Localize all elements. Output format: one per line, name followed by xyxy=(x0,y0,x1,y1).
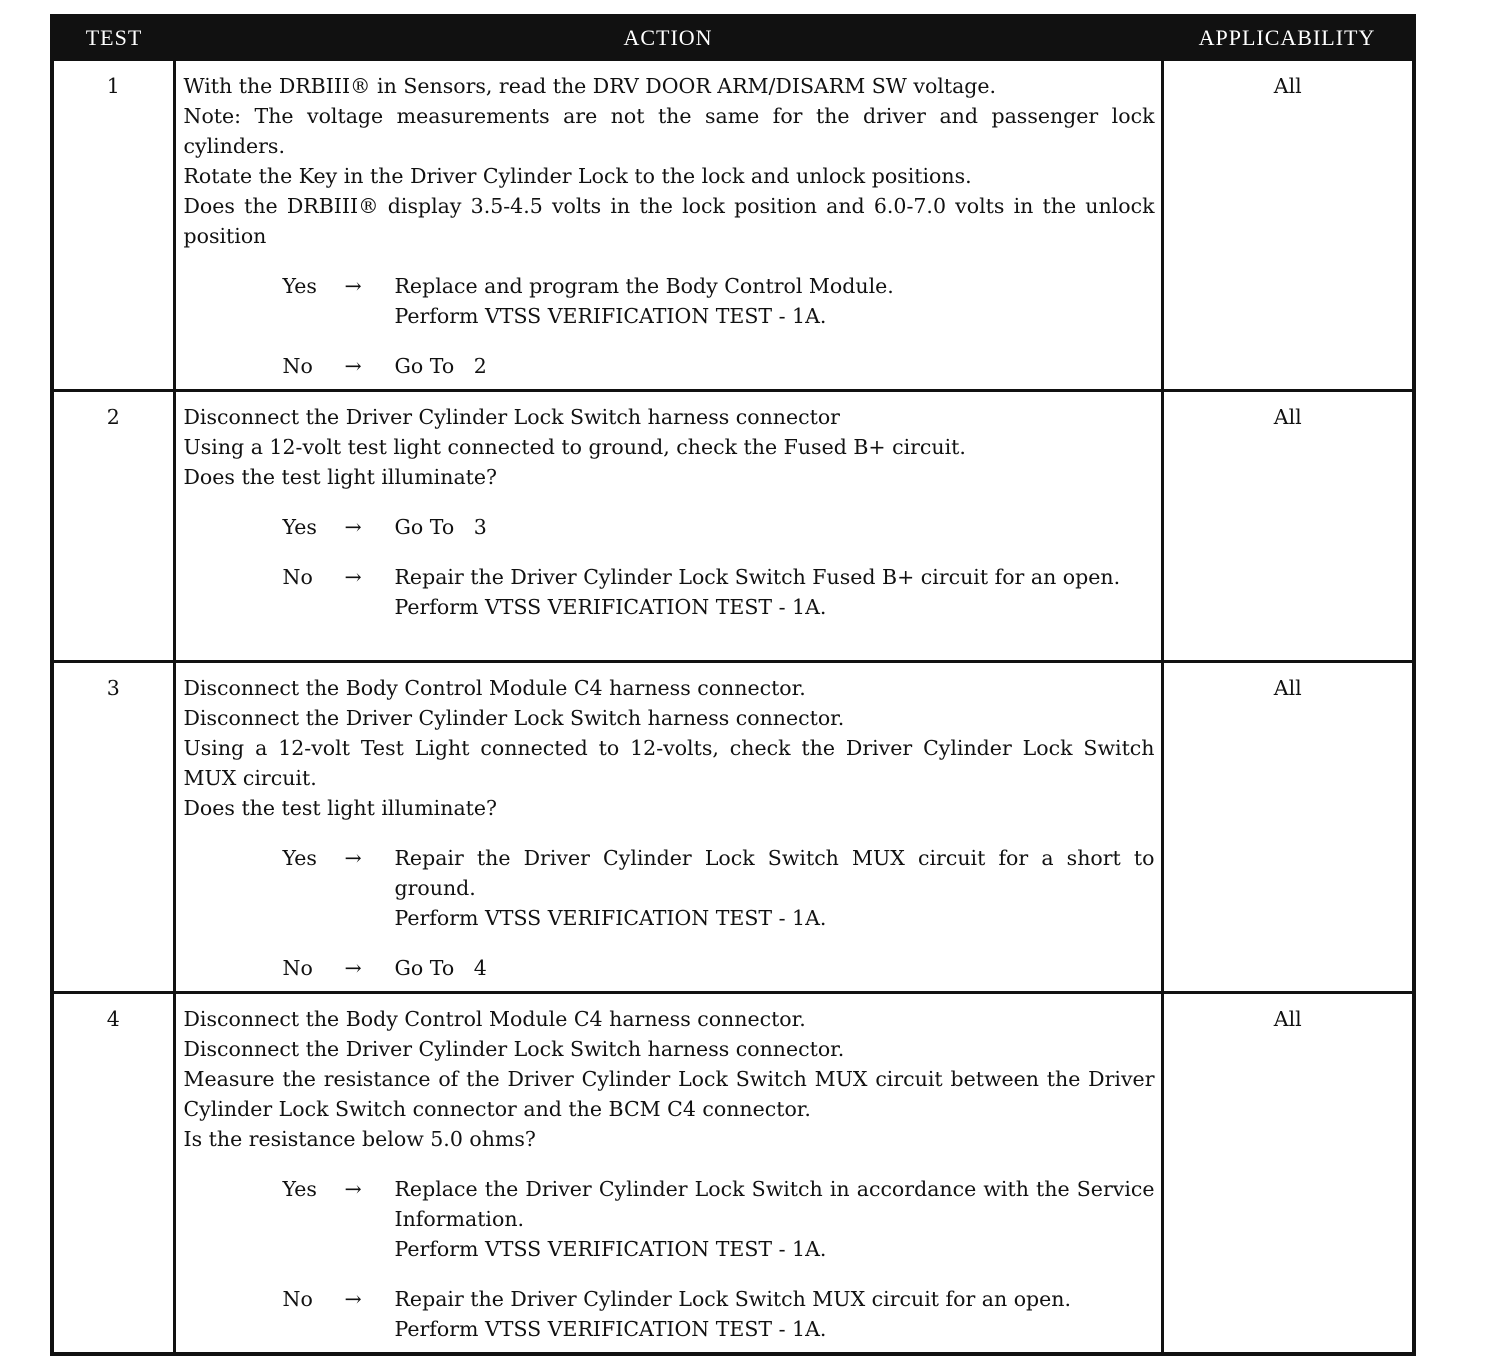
applicability-value: All xyxy=(1162,662,1412,993)
outcome-line: Repair the Driver Cylinder Lock Switch Fused B+ circuit for an open. xyxy=(394,565,1121,589)
header-row xyxy=(54,18,1412,60)
action-line: Does the test light illuminate? xyxy=(183,796,498,820)
header-test: TEST xyxy=(54,18,174,60)
outcome-line: Go To 3 xyxy=(394,515,487,539)
action-line: Does the DRBIII® display 3.5-4.5 volts in the lock position and 6.0-7.0 volts in the unlock position xyxy=(183,194,1155,248)
outcomes xyxy=(184,1174,1155,1344)
action-line: Using a 12-volt Test Light connected to 12-volts, check the Driver Cylinder Lock Switch MUX circuit. xyxy=(183,736,1155,790)
action-cell xyxy=(174,993,1162,1353)
outcome-label: No xyxy=(282,565,313,589)
outcome-label: No xyxy=(282,354,313,378)
outcome-no xyxy=(283,562,1155,622)
test-number: 4 xyxy=(54,993,174,1353)
outcome-label: No xyxy=(282,1287,313,1311)
header-action: ACTION xyxy=(174,18,1162,60)
outcome-label: Yes xyxy=(282,274,317,298)
action-line: Note: The voltage measurements are not the same for the driver and passenger lock cylinders. xyxy=(183,104,1155,158)
outcome-line: Repair the Driver Cylinder Lock Switch MUX circuit for an open. xyxy=(394,1287,1072,1311)
test-number: 3 xyxy=(54,662,174,993)
outcome-no xyxy=(283,1284,1155,1344)
outcome-line: Perform VTSS VERIFICATION TEST - 1A. xyxy=(394,595,827,619)
outcome-label: Yes xyxy=(282,515,317,539)
table-row xyxy=(54,993,1412,1353)
diagnostic-test-table xyxy=(50,14,1416,1356)
header-applicability: APPLICABILITY xyxy=(1162,18,1412,60)
outcome-line: Perform VTSS VERIFICATION TEST - 1A. xyxy=(394,304,827,328)
outcome-line: Perform VTSS VERIFICATION TEST - 1A. xyxy=(394,1237,827,1261)
right-arrow-icon: → xyxy=(344,515,362,539)
action-line: Is the resistance below 5.0 ohms? xyxy=(183,1127,536,1151)
action-line: Disconnect the Driver Cylinder Lock Switch harness connector. xyxy=(183,706,845,730)
outcome-label: Yes xyxy=(282,1177,317,1201)
outcome-no xyxy=(283,351,1155,381)
table-row xyxy=(54,391,1412,662)
outcome-text xyxy=(395,843,1155,933)
outcome-label: No xyxy=(282,956,313,980)
right-arrow-icon: → xyxy=(344,274,362,298)
outcomes xyxy=(184,512,1155,622)
action-cell xyxy=(174,391,1162,662)
outcome-yes xyxy=(283,843,1155,933)
action-cell xyxy=(174,60,1162,391)
outcome-line: Perform VTSS VERIFICATION TEST - 1A. xyxy=(394,906,827,930)
table-header xyxy=(54,18,1412,60)
outcome-line: Perform VTSS VERIFICATION TEST - 1A. xyxy=(394,1317,827,1341)
right-arrow-icon: → xyxy=(344,1287,362,1311)
outcome-label: Yes xyxy=(282,846,317,870)
action-line: With the DRBIII® in Sensors, read the DRV DOOR ARM/DISARM SW voltage. xyxy=(183,74,997,98)
outcome-text xyxy=(395,953,1155,983)
action-line: Rotate the Key in the Driver Cylinder Lock to the lock and unlock positions. xyxy=(183,164,972,188)
outcomes xyxy=(184,271,1155,381)
outcome-text xyxy=(395,1284,1155,1344)
right-arrow-icon: → xyxy=(344,565,362,589)
table-body xyxy=(54,60,1412,1353)
outcome-yes xyxy=(283,512,1155,542)
applicability-value: All xyxy=(1162,993,1412,1353)
action-line: Measure the resistance of the Driver Cylinder Lock Switch MUX circuit between the Driver Cylinder Lock Switch connector and the BCM C4 connector. xyxy=(183,1067,1155,1121)
outcome-text xyxy=(395,271,1155,331)
outcome-text xyxy=(395,351,1155,381)
outcome-line: Go To 2 xyxy=(394,354,487,378)
outcome-line: Replace and program the Body Control Module. xyxy=(394,274,894,298)
outcome-text xyxy=(395,562,1155,622)
action-line: Disconnect the Body Control Module C4 harness connector. xyxy=(183,676,806,700)
outcome-line: Repair the Driver Cylinder Lock Switch MUX circuit for a short to ground. xyxy=(394,846,1155,900)
outcome-no xyxy=(283,953,1155,983)
action-line: Disconnect the Driver Cylinder Lock Switch harness connector. xyxy=(183,1037,845,1061)
action-cell xyxy=(174,662,1162,993)
right-arrow-icon: → xyxy=(344,1177,362,1201)
action-line: Disconnect the Body Control Module C4 harness connector. xyxy=(183,1007,806,1031)
outcome-line: Replace the Driver Cylinder Lock Switch in accordance with the Service Information. xyxy=(394,1177,1155,1231)
applicability-value: All xyxy=(1162,391,1412,662)
outcome-line: Go To 4 xyxy=(394,956,487,980)
right-arrow-icon: → xyxy=(344,956,362,980)
outcome-yes xyxy=(283,1174,1155,1264)
test-number: 1 xyxy=(54,60,174,391)
outcome-text xyxy=(395,1174,1155,1264)
right-arrow-icon: → xyxy=(344,846,362,870)
outcome-yes xyxy=(283,271,1155,331)
table-row xyxy=(54,60,1412,391)
action-line: Using a 12-volt test light connected to ground, check the Fused B+ circuit. xyxy=(183,435,966,459)
outcomes xyxy=(184,843,1155,983)
table-row xyxy=(54,662,1412,993)
outcome-text xyxy=(395,512,1155,542)
action-line: Disconnect the Driver Cylinder Lock Switch harness connector xyxy=(183,405,840,429)
test-table xyxy=(54,18,1412,1352)
action-line: Does the test light illuminate? xyxy=(183,465,498,489)
test-number: 2 xyxy=(54,391,174,662)
right-arrow-icon: → xyxy=(344,354,362,378)
applicability-value: All xyxy=(1162,60,1412,391)
